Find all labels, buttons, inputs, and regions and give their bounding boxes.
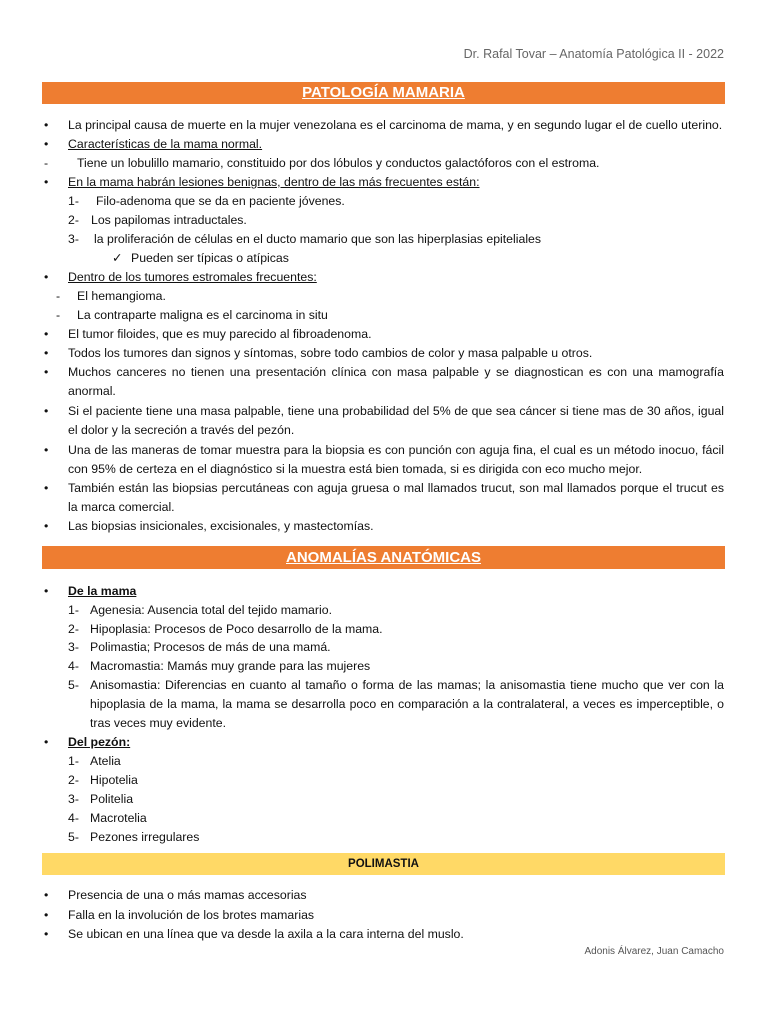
list-marker: • [44,735,49,749]
list-item-heading: Dentro de los tumores estromales frecuentes: [68,270,317,284]
list-item: Macrotelia [90,811,147,825]
list-marker: 2- [68,622,79,636]
page-footer: Adonis Álvarez, Juan Camacho [584,946,724,957]
list-item: La principal causa de muerte en la mujer venezolana es el carcinoma de mama, y en segundo lugar el de cuello uterino. [68,118,723,132]
list-item: Muchos canceres no tienen una presentación clínica con masa palpable y se diagnostican es con una mamografía anormal. [68,365,724,398]
list-item: Anisomastia: Diferencias en cuanto al tamaño o forma de las mamas; la anisomastia tiene mucho que ver con la hipoplasia de la mama, la mama se desarrolla poco en comparación a la contralateral, a veces es imperceptible, o tras veces muy evidente. [90,678,724,730]
list-item: Si el paciente tiene una masa palpable, tiene una probabilidad del 5% de que sea cáncer si tiene mas de 30 años, igual el dolor y la secreción a través del pezón. [68,404,724,437]
list-marker: • [44,584,49,598]
section-title-anomalias: ANOMALÍAS ANATÓMICAS [42,546,725,569]
list-marker: • [44,270,49,284]
list-marker: • [44,327,49,341]
list-marker: • [44,908,49,922]
list-marker: 5- [68,678,79,692]
check-icon: ✓ [112,251,123,265]
list-marker: 4- [68,659,79,673]
list-marker: 3- [68,792,79,806]
list-item: Atelia [90,754,121,768]
list-marker: 4- [68,811,79,825]
list-marker: • [44,175,49,189]
list-item-heading: En la mama habrán lesiones benignas, dentro de las más frecuentes están: [68,175,480,189]
list-item: Tiene un lobulillo mamario, constituido por dos lóbulos y conductos galactóforos con el estroma. [77,156,600,170]
section-title-polimastia: POLIMASTIA [42,853,725,875]
list-item: la proliferación de células en el ducto mamario que son las hiperplasias epiteliales [94,232,542,246]
list-item: Pueden ser típicas o atípicas [131,251,289,265]
list-marker: • [44,365,49,379]
list-item: Se ubican en una línea que va desde la axila a la cara interna del muslo. [68,927,464,941]
list-marker: 1- [68,194,79,208]
list-marker: 1- [68,754,79,768]
list-item: Hipotelia [90,773,138,787]
list-marker: • [44,519,49,533]
list-item: Una de las maneras de tomar muestra para la biopsia es con punción con aguja fina, el cual es un método inocuo, fácil con 95% de certeza en el diagnóstico si la muestra está bien tomada, si es dirigida con eco mucho mejor. [68,443,724,476]
list-item: Las biopsias insicionales, excisionales, y mastectomías. [68,519,374,533]
list-marker: 3- [68,640,79,654]
list-item: Macromastia: Mamás muy grande para las mujeres [90,659,371,673]
list-marker: 5- [68,830,79,844]
list-item: La contraparte maligna es el carcinoma in situ [77,308,328,322]
list-marker: • [44,404,49,418]
list-marker: 2- [68,213,79,227]
list-item: Politelia [90,792,134,806]
list-item: Agenesia: Ausencia total del tejido mamario. [90,603,332,617]
section-title-patologia: PATOLOGÍA MAMARIA [42,82,725,104]
list-item: Polimastia; Procesos de más de una mamá. [90,640,331,654]
list-item: El hemangioma. [77,289,166,303]
list-marker: - [56,308,61,322]
list-item: Los papilomas intraductales. [91,213,247,227]
list-marker: 1- [68,603,79,617]
list-marker: • [44,346,49,360]
list-item: Falla en la involución de los brotes mamarias [68,908,315,922]
list-item: También están las biopsias percutáneas con aguja gruesa o mal llamados trucut, son mal llamados porque el trucut es la marca comercial. [68,481,724,514]
list-marker: • [44,481,49,495]
list-marker: 3- [68,232,79,246]
list-marker: • [44,118,49,132]
list-item: Filo-adenoma que se da en paciente jóvenes. [96,194,345,208]
list-item: Presencia de una o más mamas accesorias [68,888,307,902]
list-item-heading: Del pezón: [68,735,131,749]
list-marker: - [56,289,61,303]
list-item: El tumor filoides, que es muy parecido al fibroadenoma. [68,327,372,341]
list-marker: • [44,927,49,941]
list-item-heading: De la mama [68,584,137,598]
list-marker: - [44,156,49,170]
list-marker: • [44,888,49,902]
list-marker: 2- [68,773,79,787]
list-item-heading: Características de la mama normal. [68,137,263,151]
list-marker: • [44,137,49,151]
list-item: Hipoplasia: Procesos de Poco desarrollo de la mama. [90,622,383,636]
list-item: Todos los tumores dan signos y síntomas, sobre todo cambios de color y masa palpable u otros. [68,346,593,360]
page-header: Dr. Rafal Tovar – Anatomía Patológica II - 2022 [463,47,724,61]
list-item: Pezones irregulares [90,830,200,844]
list-marker: • [44,443,49,457]
